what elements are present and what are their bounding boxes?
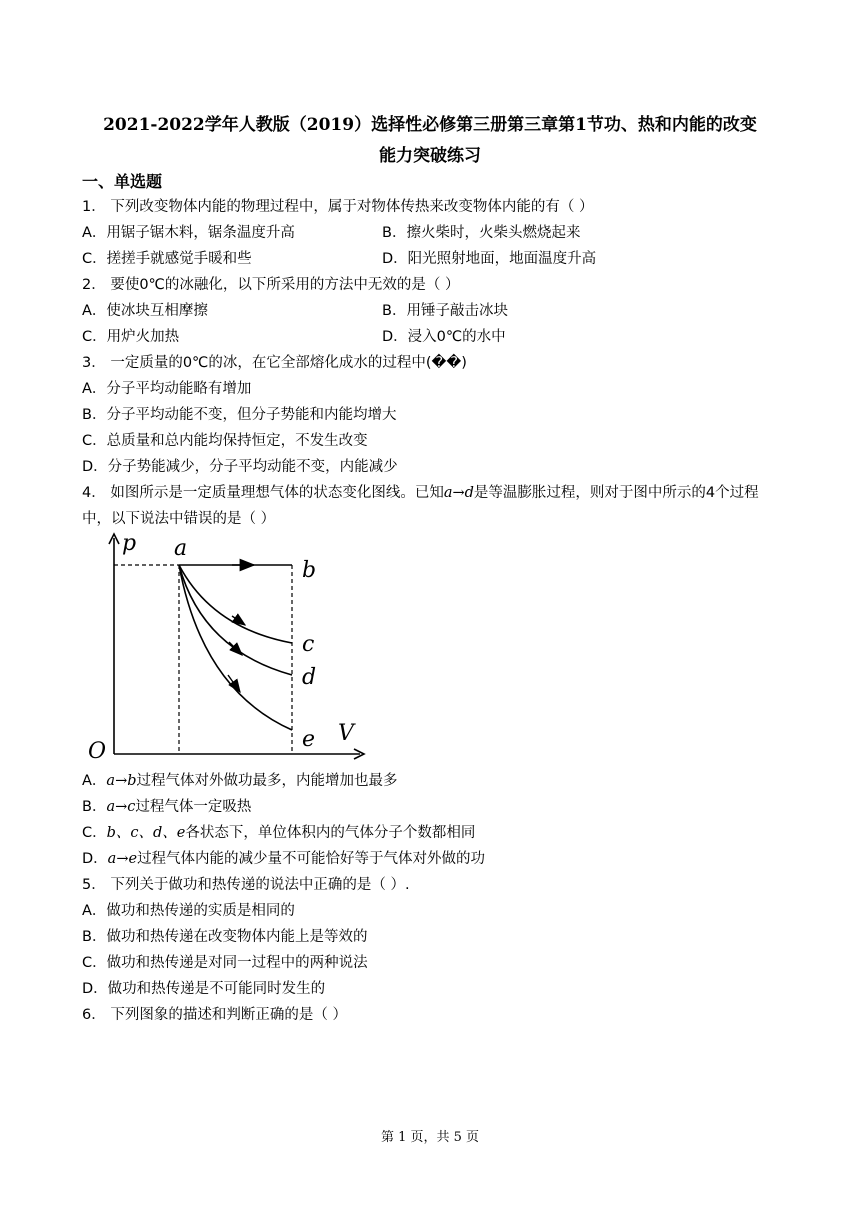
q1-option-b: B．擦火柴时，火柴头燃烧起来 [382,225,581,241]
process-ad [179,565,292,675]
q5-option-b: B．做功和热传递在改变物体内能上是等效的 [82,929,368,945]
point-label-a: a [174,536,188,561]
page-subtitle: 能力突破练习 [379,146,481,166]
page-footer: 第 1 页，共 5 页 [380,1130,480,1145]
q2-option-c: C．用炉火加热 [82,329,180,345]
q4-option-b: B．a→c过程气体一定吸热 [82,799,252,815]
q1-stem: 1． 下列改变物体内能的物理过程中，属于对物体传热来改变物体内能的有（ ） [82,199,594,215]
point-label-d: d [302,665,317,690]
q5-option-a: A．做功和热传递的实质是相同的 [82,903,295,919]
q2-option-b: B．用锤子敲击冰块 [382,303,508,319]
arrow-ac-icon [232,616,245,625]
q4-stem-line2: 中，以下说法中错误的是（ ） [82,511,276,527]
q3-stem: 3． 一定质量的0℃的冰，在它全部熔化成水的过程中(��) [82,355,467,371]
q5-option-c: C．做功和热传递是对同一过程中的两种说法 [82,955,368,971]
q1-option-a: A．用锯子锯木料，锯条温度升高 [82,225,295,241]
q5-stem: 5． 下列关于做功和热传递的说法中正确的是（ ）. [82,877,410,893]
point-label-c: c [302,632,315,657]
pv-diagram [82,530,372,764]
q5-option-d: D．做功和热传递是不可能同时发生的 [82,981,326,997]
q4-option-d: D．a→e过程气体内能的减少量不可能恰好等于气体对外做的功 [82,851,486,867]
section-heading: 一、单选题 [82,172,163,191]
q2-stem: 2． 要使0℃的冰融化，以下所采用的方法中无效的是（ ） [82,277,460,293]
arrow-ad-icon [229,642,242,655]
q4-option-c: C．b、c、d、e各状态下，单位体积内的气体分子个数都相同 [82,825,476,841]
q6-stem: 6． 下列图象的描述和判断正确的是（ ） [82,1007,347,1023]
point-label-e: e [302,727,316,752]
q2-option-d: D．浸入0℃的水中 [382,329,506,345]
q1-option-d: D．阳光照射地面，地面温度升高 [382,251,597,267]
q4-option-a: A．a→b过程气体对外做功最多，内能增加也最多 [82,773,398,789]
q3-option-c: C．总质量和总内能均保持恒定，不发生改变 [82,433,368,449]
q3-option-d: D．分子势能减少，分子平均动能不变，内能减少 [82,459,398,475]
point-label-b: b [302,558,317,583]
process-ac [179,565,292,643]
q3-option-b: B．分子平均动能不变，但分子势能和内能均增大 [82,407,397,423]
q1-option-c: C．搓搓手就感觉手暖和些 [82,251,252,267]
origin-label: O [88,739,107,764]
page-title: 2021-2022学年人教版（2019）选择性必修第三册第三章第1节功、热和内能的改变 [103,115,757,135]
q4-stem: 4． 如图所示是一定质量理想气体的状态变化图线。已知a→d是等温膨胀过程，则对于图中所示的4个过程 [82,485,759,501]
q2-option-a: A．使冰块互相摩擦 [82,303,208,319]
axis-label-p: p [122,531,137,556]
axis-label-v: V [338,721,354,746]
q3-option-a: A．分子平均动能略有增加 [82,381,252,397]
